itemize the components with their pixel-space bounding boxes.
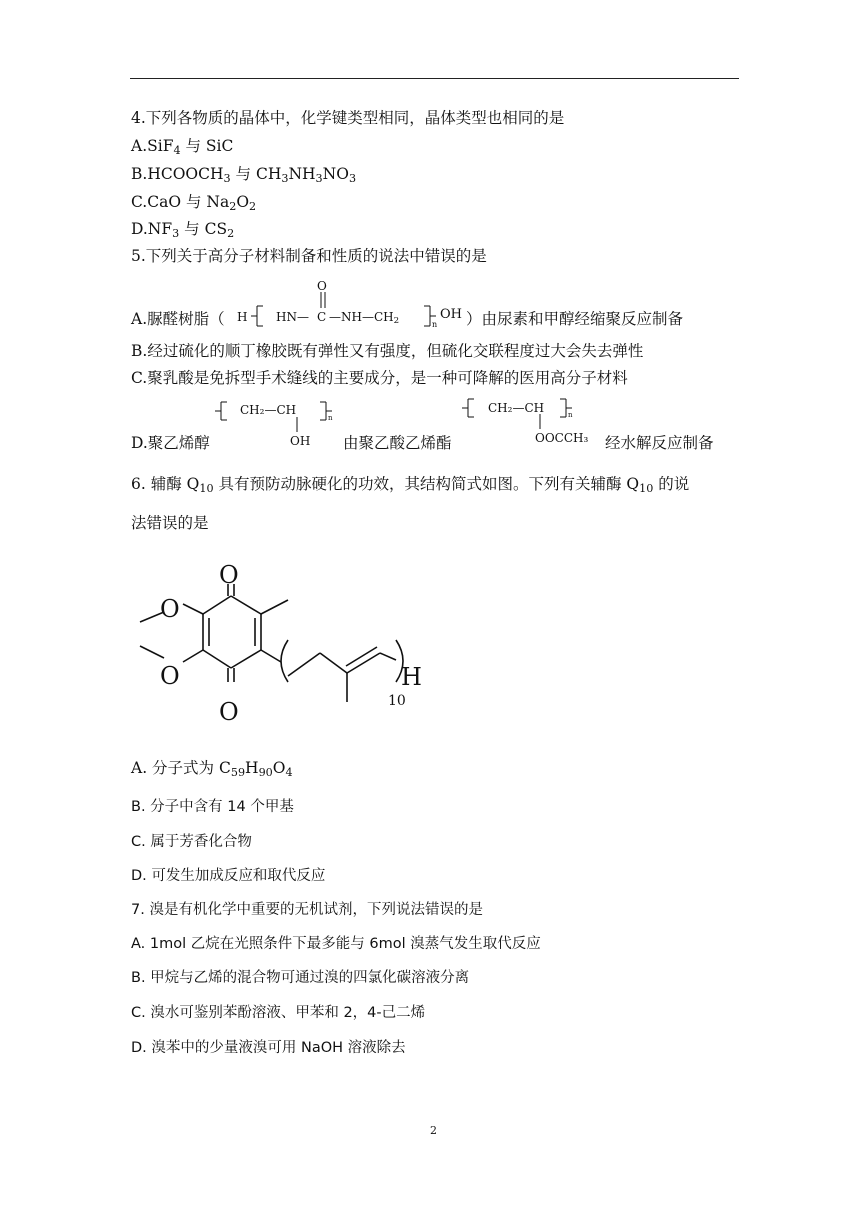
- chain-end-hydrogen: H: [401, 663, 422, 691]
- q6-option-d: D. 可发生加成反应和取代反应: [131, 868, 326, 884]
- ring-oxygen-bottom: O: [219, 698, 239, 726]
- q4-option-c: C.CaO 与 $Na_2O_2$: [131, 193, 257, 213]
- q5-a-formula-o: O: [317, 279, 327, 293]
- q6-option-b: B. 分子中含有 14 个甲基: [131, 799, 294, 815]
- q4-option-b: $B.HCOOCH_3$ 与 $CH_3NH_3NO_3$: [131, 165, 357, 185]
- q4-option-a: A.SiF$_4$ 与 SiC: [131, 137, 234, 157]
- q5-d-bracket-left-2: [462, 397, 476, 419]
- q5-d-formula2-bond: [538, 414, 542, 430]
- q7-option-b: B. 甲烷与乙烯的混合物可通过溴的四氯化碳溶液分离: [131, 970, 470, 986]
- q6-option-a: A. 分子式为 $C_{59}H_{90}O_4$: [131, 759, 293, 779]
- q6-option-c: C. 属于芳香化合物: [131, 834, 252, 850]
- q5-option-d-suffix: 经水解反应制备: [605, 434, 714, 452]
- q7-option-a: A. 1mol 乙烷在光照条件下最多能与 6mol 溴蒸气发生取代反应: [131, 936, 541, 952]
- q5-stem: 5.下列关于高分子材料制备和性质的说法中错误的是: [131, 247, 487, 265]
- q5-d-formula2-n: n: [568, 411, 573, 419]
- q5-option-d-middle: 由聚乙酸乙烯酯: [343, 434, 452, 452]
- methoxy-oxygen-1: O: [160, 595, 180, 623]
- q5-option-d-prefix: D.聚乙烯醇: [131, 434, 210, 452]
- q5-a-formula-c: C: [317, 310, 327, 324]
- q7-stem: 7. 溴是有机化学中重要的无机试剂，下列说法错误的是: [131, 902, 483, 918]
- q7-option-d: D. 溴苯中的少量液溴可用 NaOH 溶液除去: [131, 1040, 406, 1056]
- q5-a-double-bond: [318, 291, 328, 309]
- q5-option-a-suffix: ）由尿素和甲醇经缩聚反应制备: [466, 310, 684, 328]
- q5-d-bracket-left-1: [215, 400, 229, 422]
- q5-d-formula2-top: CH₂—CH: [488, 401, 545, 415]
- methoxy-oxygen-2: O: [160, 662, 180, 690]
- q5-d-formula2-oocch3: OOCCH₃: [535, 431, 589, 445]
- q5-d-formula1-n: n: [328, 414, 333, 422]
- q6-stem-line1: 6. 辅酶 $Q_{10}$ 具有预防动脉硬化的功效，其结构简式如图。下列有关辅酶 $Q_{10}$ 的说: [131, 475, 690, 495]
- coenzyme-q10-structure: [130, 550, 460, 730]
- q5-a-formula-nh: $—NH—CH_2$: [329, 310, 400, 327]
- q7-option-c: C. 溴水可鉴别苯酚溶液、甲苯和 2，4-己二烯: [131, 1005, 426, 1021]
- q6-stem-line2: 法错误的是: [131, 514, 209, 532]
- q4-option-d: $D.NF_3$ 与 $CS_2$: [131, 220, 235, 240]
- q5-d-formula1-top: CH₂—CH: [240, 403, 297, 417]
- q4-stem: 4.下列各物质的晶体中，化学键类型相同，晶体类型也相同的是: [131, 109, 565, 127]
- header-rule: [130, 78, 739, 79]
- ring-oxygen-top: O: [219, 561, 239, 589]
- q5-a-formula-oh: OH: [440, 307, 462, 322]
- q5-option-a-prefix: A.脲醛树脂（: [131, 310, 225, 328]
- page-number: 2: [430, 1124, 437, 1137]
- q5-d-formula1-bond: [295, 417, 299, 433]
- q5-a-formula-hn: HN—: [276, 310, 309, 324]
- q5-option-b: B.经过硫化的顺丁橡胶既有弹性又有强度，但硫化交联程度过大会失去弹性: [131, 342, 644, 360]
- repeat-count: 10: [388, 693, 406, 709]
- q5-option-c: C.聚乳酸是免拆型手术缝线的主要成分，是一种可降解的医用高分子材料: [131, 369, 628, 387]
- q5-a-formula-h: H: [237, 310, 248, 324]
- q5-a-bracket-left: [251, 304, 265, 328]
- q5-d-formula1-oh: OH: [290, 434, 311, 448]
- q5-a-subscript-n: n: [432, 320, 438, 329]
